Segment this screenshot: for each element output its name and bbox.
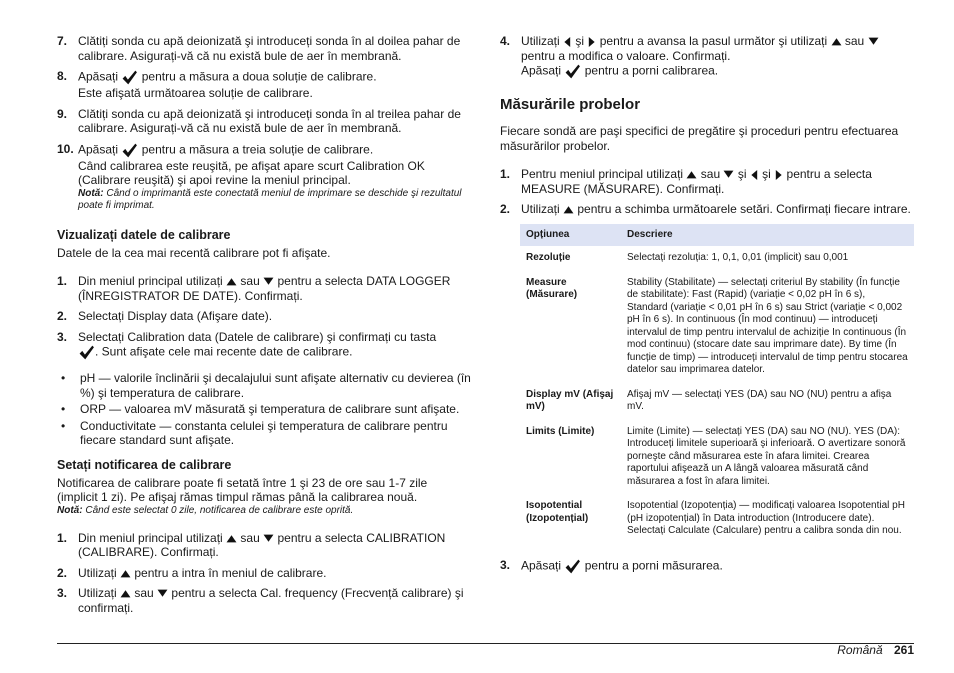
table-cell-description: Afişaj mV — selectați YES (DA) sau NO (NU) pentru a afişa mV. [621,382,914,419]
step-text: sau [134,586,154,600]
table-cell-description: Limite (Limite) — selectați YES (DA) sau NO (NU). YES (DA): Introduceți limitele superioară şi inferioară. O avertizare sonoră porneşte când măsurarea este în afara limitei. Crearea raportului afişează un A lângă valoarea măsurată când măsurarea a fost în afara limitei. [621,419,914,494]
step-text: Utilizați [78,565,117,580]
step-number: 3. [500,557,511,572]
step-text: sau [700,167,721,181]
step-number: 2. [57,565,68,580]
view-step-2 [57,309,471,324]
step-text: Apăsați [521,558,562,573]
note-label: Notă: [57,504,83,516]
measure-step-2 [500,202,914,217]
step-text: Este afişată următoarea soluție de calibrare. [78,86,313,100]
list-item: • Conductivitate — constanta celulei şi temperatura de calibrare pentru fiecare standard sunt afişate. [57,419,471,448]
step-text: Selectați Calibration data (Datele de calibrare) şi confirmați cu tasta [78,329,437,344]
step-text: Apăsați [521,63,562,78]
table-row [520,494,914,544]
arrow-down-icon [723,169,734,180]
measure-step-3 [500,558,914,575]
page-footer [837,643,914,657]
note-text: Când este selectat 0 zile, notificarea de calibrare este oprită. [85,504,354,516]
step-text: Când calibrarea este reuşită, pe afişat apare scurt Calibration OK (Calibrare reuşită) şi apoi revine la meniul principal. [78,158,425,187]
step-text: sau [844,34,865,48]
table-row [520,419,914,494]
arrow-up-icon [120,588,131,599]
arrow-up-icon [563,204,574,215]
column-header-description: Descriere [621,224,914,247]
step-text: pentru a porni măsurarea. [584,558,723,573]
right-column [500,34,914,581]
table-cell-description: Isopotential (Izopotenția) — modificați valoarea Isopotential pH (pH izopotențial) în Data introduction (Introducere date). Selectați Calculate (Calculare) pentru a calibra sonda din nou. [621,494,914,544]
step-text: şi [762,167,771,181]
step-number: 3. [57,586,68,600]
step-text: sau [240,530,260,545]
table-cell-option: Display mV (Afişaj mV) [520,382,621,419]
step-text: pentru a selecta Cal. frequency (Frecvență calibrare) şi confirmați. [78,586,464,615]
arrow-up-icon [686,169,697,180]
step-text: Utilizați [521,34,560,48]
arrow-down-icon [868,36,879,47]
page-number: 261 [893,643,914,657]
step-text: Din meniul principal utilizați [78,274,223,288]
step-number: 7. [57,34,68,48]
arrow-up-icon [120,568,131,579]
table-cell-option: Measure (Măsurare) [520,270,621,382]
arrow-down-icon [157,588,168,599]
section-intro: Datele de la cea mai recentă calibrare pot fi afişate. [57,245,331,260]
table-cell-option: Limits (Limite) [520,419,621,494]
bullet-list [57,371,471,448]
step-text: Apăsați [78,69,119,84]
view-step-1 [57,274,471,303]
step-text: Clătiți sonda cu apă deionizată şi introduceți sonda în al treilea pahar de calibrare. Asigurați-vă că nu există bule de aer în membrană. [78,106,461,135]
arrow-left-icon [750,169,759,181]
arrow-up-icon [831,36,842,47]
table-cell-description: Stability (Stabilitate) — selectați criteriul By stability (În funcție de stabilitate): Fast (Rapid) (variație < 0,02 pH în 6 s), Standard (variație < 0,01 pH în 6 s) sau Strict (variație < 0,002 pH în 6 s). In continuous (În mod continuu) — introduceți intervalul de timp pentru intervalul de achiziție In continuous (În mod continuu) (stocare date sau imprimare date). By time (În funcție de timp) — introduceți intervalul de timp pentru stocarea datelor sau imprimarea datelor. [621,270,914,382]
table-row [520,270,914,382]
step-number: 1. [57,530,68,545]
step-9 [57,107,471,136]
section-heading-calibration-notification: Setați notificarea de calibrare [57,457,232,472]
step-10 [57,142,471,212]
arrow-up-icon [226,533,237,544]
step-text: Pentru meniul principal utilizați [521,167,684,181]
arrow-right-icon [774,169,783,181]
step-text: pentru a schimba următoarele setări. Confirmați fiecare intrare. [577,202,911,216]
step-text: pentru a avansa la pasul următor şi utilizați [599,34,828,48]
note [78,188,471,212]
checkmark-icon [78,344,95,361]
column-header-option: Opțiunea [520,224,621,247]
step-text: Din meniul principal utilizați [78,530,223,545]
footer-language: Română [837,643,883,657]
table-cell-option: Rezoluție [520,246,621,270]
step-number: 2. [500,202,511,216]
step-number: 1. [500,167,511,181]
step-text: şi [737,167,747,181]
table-row [520,246,914,270]
section-heading-sample-measurements: Măsurările probelor [500,96,641,113]
step-text: pentru a modifica o valoare. Confirmați. [521,48,731,63]
step-text: sau [240,274,260,288]
checkmark-icon [564,558,581,575]
table-cell-description: Selectați rezoluția: 1, 0,1, 0,01 (implicit) sau 0,001 [621,246,914,270]
step-text: pentru a porni calibrarea. [584,63,719,78]
step-text: pentru a măsura a treia soluție de calibrare. [141,142,374,157]
notify-step-1 [57,531,471,560]
checkmark-icon [121,69,138,86]
step-number: 8. [57,69,68,83]
step-text: Utilizați [521,202,560,216]
step-number: 9. [57,106,68,121]
view-step-3 [57,330,471,362]
arrow-down-icon [263,533,274,544]
step-text: Selectați Display data (Afişare date). [78,309,273,323]
step-7 [57,34,471,63]
arrow-up-icon [226,276,237,287]
step-text: Clătiți sonda cu apă deionizată şi introduceți sonda în al doilea pahar de calibrare. Asigurați-vă că nu există bule de aer în membrană. [78,34,461,63]
table-header-row [520,224,914,247]
step-text: Utilizați [78,586,117,600]
arrow-left-icon [563,36,572,48]
table-row [520,382,914,419]
section-heading-view-calibration: Vizualizați datele de calibrare [57,227,231,242]
step-8 [57,69,471,101]
table-cell-option: Isopotential (Izopotențial) [520,494,621,544]
note-text: Când o imprimantă este conectată meniul de imprimare se deschide şi rezultatul poate fi imprimat. [78,187,462,211]
step-text: pentru a intra în meniul de calibrare. [134,565,327,580]
notify-step-2 [57,566,471,581]
notify-step-3 [57,586,471,615]
note [57,505,471,517]
step-text: şi [575,34,585,48]
measure-step-1 [500,167,914,196]
note-label: Notă: [78,187,104,199]
section-intro: Notificarea de calibrare poate fi setată între 1 şi 23 de ore sau 1-7 zile (implicit 1 zi). Pe afişaj rămas timpul rămas până la calibrarea nouă. [57,475,428,504]
step-number: 4. [500,34,511,48]
step-text: . Sunt afişate cele mai recente date de calibrare. [95,344,353,359]
step-text: pentru a selecta DATA LOGGER (ÎNREGISTRATOR DE DATE). Confirmați. [78,274,451,303]
settings-table [520,224,914,544]
step-number: 10. [57,141,74,156]
step-number: 2. [57,309,68,323]
checkmark-icon [564,63,581,80]
step-text: pentru a selecta CALIBRATION (CALIBRARE). Confirmați. [78,530,446,559]
arrow-right-icon [587,36,596,48]
step-text: Apăsați [78,142,119,157]
step-number: 1. [57,274,68,288]
section-intro: Fiecare sondă are paşi specifici de pregătire şi proceduri pentru efectuarea măsurărilor probelor. [500,124,899,153]
footer-divider [57,643,914,644]
list-item: • pH — valorile înclinării şi decalajului sunt afişate alternativ cu devierea (în %) şi temperatura de calibrare. [57,371,471,400]
step-text: pentru a selecta MEASURE (MĂSURARE). Confirmați. [521,167,872,196]
step-text: pentru a măsura a doua soluție de calibrare. [141,69,377,84]
checkmark-icon [121,142,138,159]
step-number: 3. [57,329,68,344]
list-item: • ORP — valoarea mV măsurată şi temperatura de calibrare sunt afişate. [57,402,471,417]
left-column [57,34,471,621]
arrow-down-icon [263,276,274,287]
cal-step-4 [500,34,914,80]
